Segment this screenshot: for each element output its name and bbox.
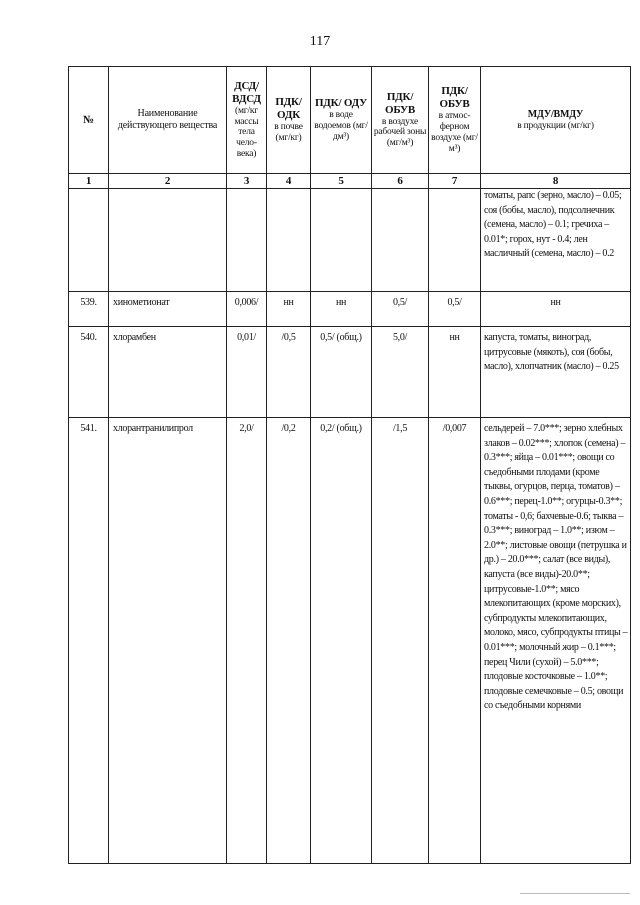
- water-value: нн: [311, 292, 372, 327]
- col-number: 7: [429, 174, 481, 189]
- col-number: 4: [267, 174, 311, 189]
- row-number: 541.: [69, 418, 109, 864]
- substance-name: хлорантранилипрол: [109, 418, 227, 864]
- table-row: [69, 327, 631, 418]
- header-work-air: ПДК/ ОБУВ в воздухе рабочей зоны (мг/м³): [372, 67, 429, 174]
- mrl-cell: капуста, томаты, виноград, цитрусовые (мякоть), соя (бобы, масло), хлопчатник (масло) – 0.25: [481, 327, 631, 418]
- substance-name: хлорамбен: [109, 327, 227, 418]
- mrl-cell: нн: [481, 292, 631, 327]
- col-number: 1: [69, 174, 109, 189]
- work-air-value: 0,5/: [372, 292, 429, 327]
- page-edge-mark: [520, 893, 630, 894]
- atm-air-value: 0,5/: [429, 292, 481, 327]
- header-row: [69, 67, 631, 174]
- header-dsd: ДСД/ ВДСД (мг/кг массы тела чело-века): [227, 67, 267, 174]
- header-mrl: МДУ/ВМДУ в продукции (мг/кг): [481, 67, 631, 174]
- table-row: [69, 292, 631, 327]
- substance-name: хинометионат: [109, 292, 227, 327]
- row-number: 540.: [69, 327, 109, 418]
- col-number: 8: [481, 174, 631, 189]
- column-numbers-row: [69, 174, 631, 189]
- table-row: [69, 418, 631, 864]
- soil-value: /0,2: [267, 418, 311, 864]
- soil-value: нн: [267, 292, 311, 327]
- dsd-value: 2,0/: [227, 418, 267, 864]
- mrl-cell: томаты, рапс (зерно, масло) – 0.05; соя (бобы, масло), подсолнечник (семена, масло) – 0.1; гречиха – 0.01*; горох, нут - 0.4; лен масличный (семена, масло) – 0.2: [481, 189, 631, 292]
- col-number: 2: [109, 174, 227, 189]
- soil-value: /0,5: [267, 327, 311, 418]
- row-number: 539.: [69, 292, 109, 327]
- mrl-cell: сельдерей – 7.0***; зерно хлебных злаков – 0.02***; хлопок (семена) – 0.3***; яйца – 0.01***; овощи со съедобными плодами (кроме тыквы, огурцов, перца, томатов) – 0.6***; перец-1.0**; огурцы-0.3**; томаты - 0,6; бахчевые-0.6; тыква – 0.3***; виноград – 1.0**; изюм – 2.0**; листовые овощи (петрушка и др.) – 20.0***; салат (все виды), капуста (все виды)-20.0**; цитрусовые-1.0**; мясо млекопитающих (кроме морских), субпродукты млекопитающих, молоко, мясо, субпродукты птицы – 0.01***; молочный жир – 0.1***; перец Чили (сухой) – 5.0***; плодовые косточковые – 1.0**; плодовые семечковые – 0.5; овощи со съедобными корнями: [481, 418, 631, 864]
- col-number: 5: [311, 174, 372, 189]
- dsd-value: 0,01/: [227, 327, 267, 418]
- work-air-value: 5,0/: [372, 327, 429, 418]
- col-number: 6: [372, 174, 429, 189]
- water-value: 0,5/ (общ.): [311, 327, 372, 418]
- water-value: 0,2/ (общ.): [311, 418, 372, 864]
- atm-air-value: нн: [429, 327, 481, 418]
- header-soil: ПДК/ ОДК в почве (мг/кг): [267, 67, 311, 174]
- table-row-continuation: [69, 189, 631, 292]
- header-atm-air: ПДК/ ОБУВ в атмос-ферном воздухе (мг/м³): [429, 67, 481, 174]
- dsd-value: 0,006/: [227, 292, 267, 327]
- substances-table: [68, 66, 631, 864]
- work-air-value: /1,5: [372, 418, 429, 864]
- col-number: 3: [227, 174, 267, 189]
- page-number: 117: [309, 34, 331, 49]
- header-substance-name: Наименование действующего вещества: [109, 67, 227, 174]
- header-number: №: [69, 67, 109, 174]
- header-water: ПДК/ ОДУ в воде водоемов (мг/дм³): [311, 67, 372, 174]
- atm-air-value: /0,007: [429, 418, 481, 864]
